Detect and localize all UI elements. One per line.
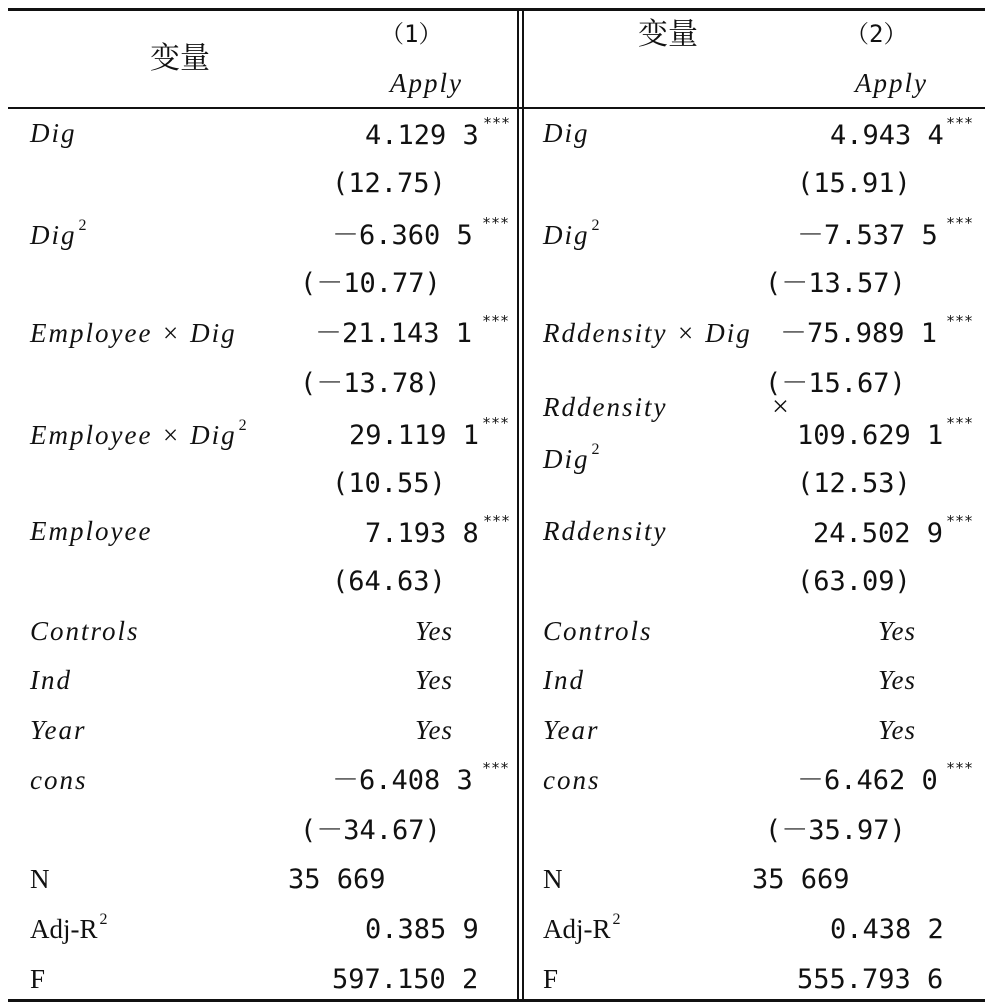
left-var-year: Year xyxy=(30,715,87,745)
left-tstat-employee: (64.63) xyxy=(332,566,446,597)
right-controls-value: Yes xyxy=(878,616,917,646)
header-variable-label-1: 变量 xyxy=(150,41,210,76)
column-divider-left xyxy=(517,8,519,1002)
right-stat-f-label: F xyxy=(543,964,559,994)
right-var-cons: cons xyxy=(543,765,601,795)
significance-stars: *** xyxy=(482,414,510,432)
significance-stars: *** xyxy=(482,214,510,232)
header-model-number-1: （1） xyxy=(380,20,443,48)
left-var-employee-dig: Employee × Dig xyxy=(30,318,237,348)
right-ind-value: Yes xyxy=(878,665,917,695)
left-var-employee-dig-squared: Employee × Dig $^2$ xyxy=(30,417,249,450)
significance-stars: *** xyxy=(946,759,974,777)
left-stat-f-label: F xyxy=(30,964,46,994)
right-stat-adjr2-value: 0.438 2 xyxy=(830,914,944,945)
right-tstat-rddensity: (63.09) xyxy=(797,566,911,597)
right-coef-cons: －6.462 0 *** xyxy=(797,759,974,796)
left-coef-employee: 7.193 8 *** xyxy=(365,512,511,549)
right-var-rddensity-dig-squared-line2: Dig $^2$ xyxy=(543,441,602,474)
significance-stars: *** xyxy=(483,114,511,132)
left-var-dig-squared: Dig $^2$ xyxy=(30,217,89,250)
header-model-number-2: （2） xyxy=(845,20,908,48)
left-var-controls: Controls xyxy=(30,616,140,646)
right-coef-rddensity: 24.502 9 *** xyxy=(813,512,974,549)
bottom-rule xyxy=(8,999,985,1002)
right-var-dig-squared: Dig $^2$ xyxy=(543,217,602,250)
left-stat-adjr2-value: 0.385 9 xyxy=(365,914,479,945)
right-tstat-rddensity-dig: (－15.67) xyxy=(765,368,906,399)
right-var-rddensity-dig: Rddensity × Dig xyxy=(543,318,752,348)
significance-stars: *** xyxy=(946,414,974,432)
right-var-controls: Controls xyxy=(543,616,653,646)
right-year-value: Yes xyxy=(878,715,917,745)
left-tstat-employee-dig: (－13.78) xyxy=(300,368,441,399)
left-year-value: Yes xyxy=(415,715,454,745)
header-variable-label-2: 变量 xyxy=(638,17,698,52)
left-tstat-employee-dig-squared: (10.55) xyxy=(332,468,446,499)
left-tstat-dig-squared: (－10.77) xyxy=(300,268,441,299)
top-rule xyxy=(8,8,985,11)
right-tstat-cons: (－35.97) xyxy=(765,815,906,846)
significance-stars: *** xyxy=(482,759,510,777)
right-coef-dig-squared: －7.537 5 *** xyxy=(797,214,974,251)
left-controls-value: Yes xyxy=(415,616,454,646)
right-var-rddensity-dig-squared-line1: Rddensity xyxy=(543,392,668,422)
right-tstat-rddensity-dig-squared: (12.53) xyxy=(797,468,911,499)
left-var-ind: Ind xyxy=(30,665,72,695)
right-var-dig: Dig xyxy=(543,118,590,148)
right-coef-dig: 4.943 4 *** xyxy=(830,114,974,151)
left-coef-cons: －6.408 3 *** xyxy=(332,759,510,796)
header-dependent-var-2: Apply xyxy=(855,68,928,98)
significance-stars: *** xyxy=(482,312,510,330)
header-rule xyxy=(8,107,985,109)
left-tstat-dig: (12.75) xyxy=(332,168,446,199)
right-stat-f-value: 555.793 6 xyxy=(797,964,944,995)
left-stat-f-value: 597.150 2 xyxy=(332,964,479,995)
right-var-year: Year xyxy=(543,715,600,745)
left-tstat-cons: (－34.67) xyxy=(300,815,441,846)
left-coef-employee-dig-squared: 29.119 1 *** xyxy=(349,414,510,451)
left-var-cons: cons xyxy=(30,765,88,795)
right-stat-adjr2-label: Adj-R $^2$ xyxy=(543,911,621,944)
right-stat-n-label: N xyxy=(543,864,563,894)
left-coef-employee-dig: －21.143 1 *** xyxy=(315,312,510,349)
right-tstat-dig: (15.91) xyxy=(797,168,911,199)
right-coef-rddensity-dig: －75.989 1 *** xyxy=(780,312,974,349)
significance-stars: *** xyxy=(946,114,974,132)
significance-stars: *** xyxy=(946,512,974,530)
right-var-times-sign: × xyxy=(772,390,789,423)
left-var-dig: Dig xyxy=(30,118,77,148)
left-coef-dig-squared: －6.360 5 *** xyxy=(332,214,510,251)
left-ind-value: Yes xyxy=(415,665,454,695)
significance-stars: *** xyxy=(946,214,974,232)
right-stat-n-value: 35 669 xyxy=(752,864,850,895)
right-var-rddensity: Rddensity xyxy=(543,516,668,546)
column-divider-right xyxy=(522,8,524,1002)
right-tstat-dig-squared: (－13.57) xyxy=(765,268,906,299)
left-coef-dig: 4.129 3 *** xyxy=(365,114,511,151)
right-coef-rddensity-dig-squared: 109.629 1 *** xyxy=(797,414,974,451)
significance-stars: *** xyxy=(483,512,511,530)
left-var-employee: Employee xyxy=(30,516,153,546)
left-stat-n-label: N xyxy=(30,864,50,894)
header-dependent-var-1: Apply xyxy=(390,68,463,98)
significance-stars: *** xyxy=(946,312,974,330)
right-var-ind: Ind xyxy=(543,665,585,695)
left-stat-adjr2-label: Adj-R $^2$ xyxy=(30,911,108,944)
left-stat-n-value: 35 669 xyxy=(288,864,386,895)
